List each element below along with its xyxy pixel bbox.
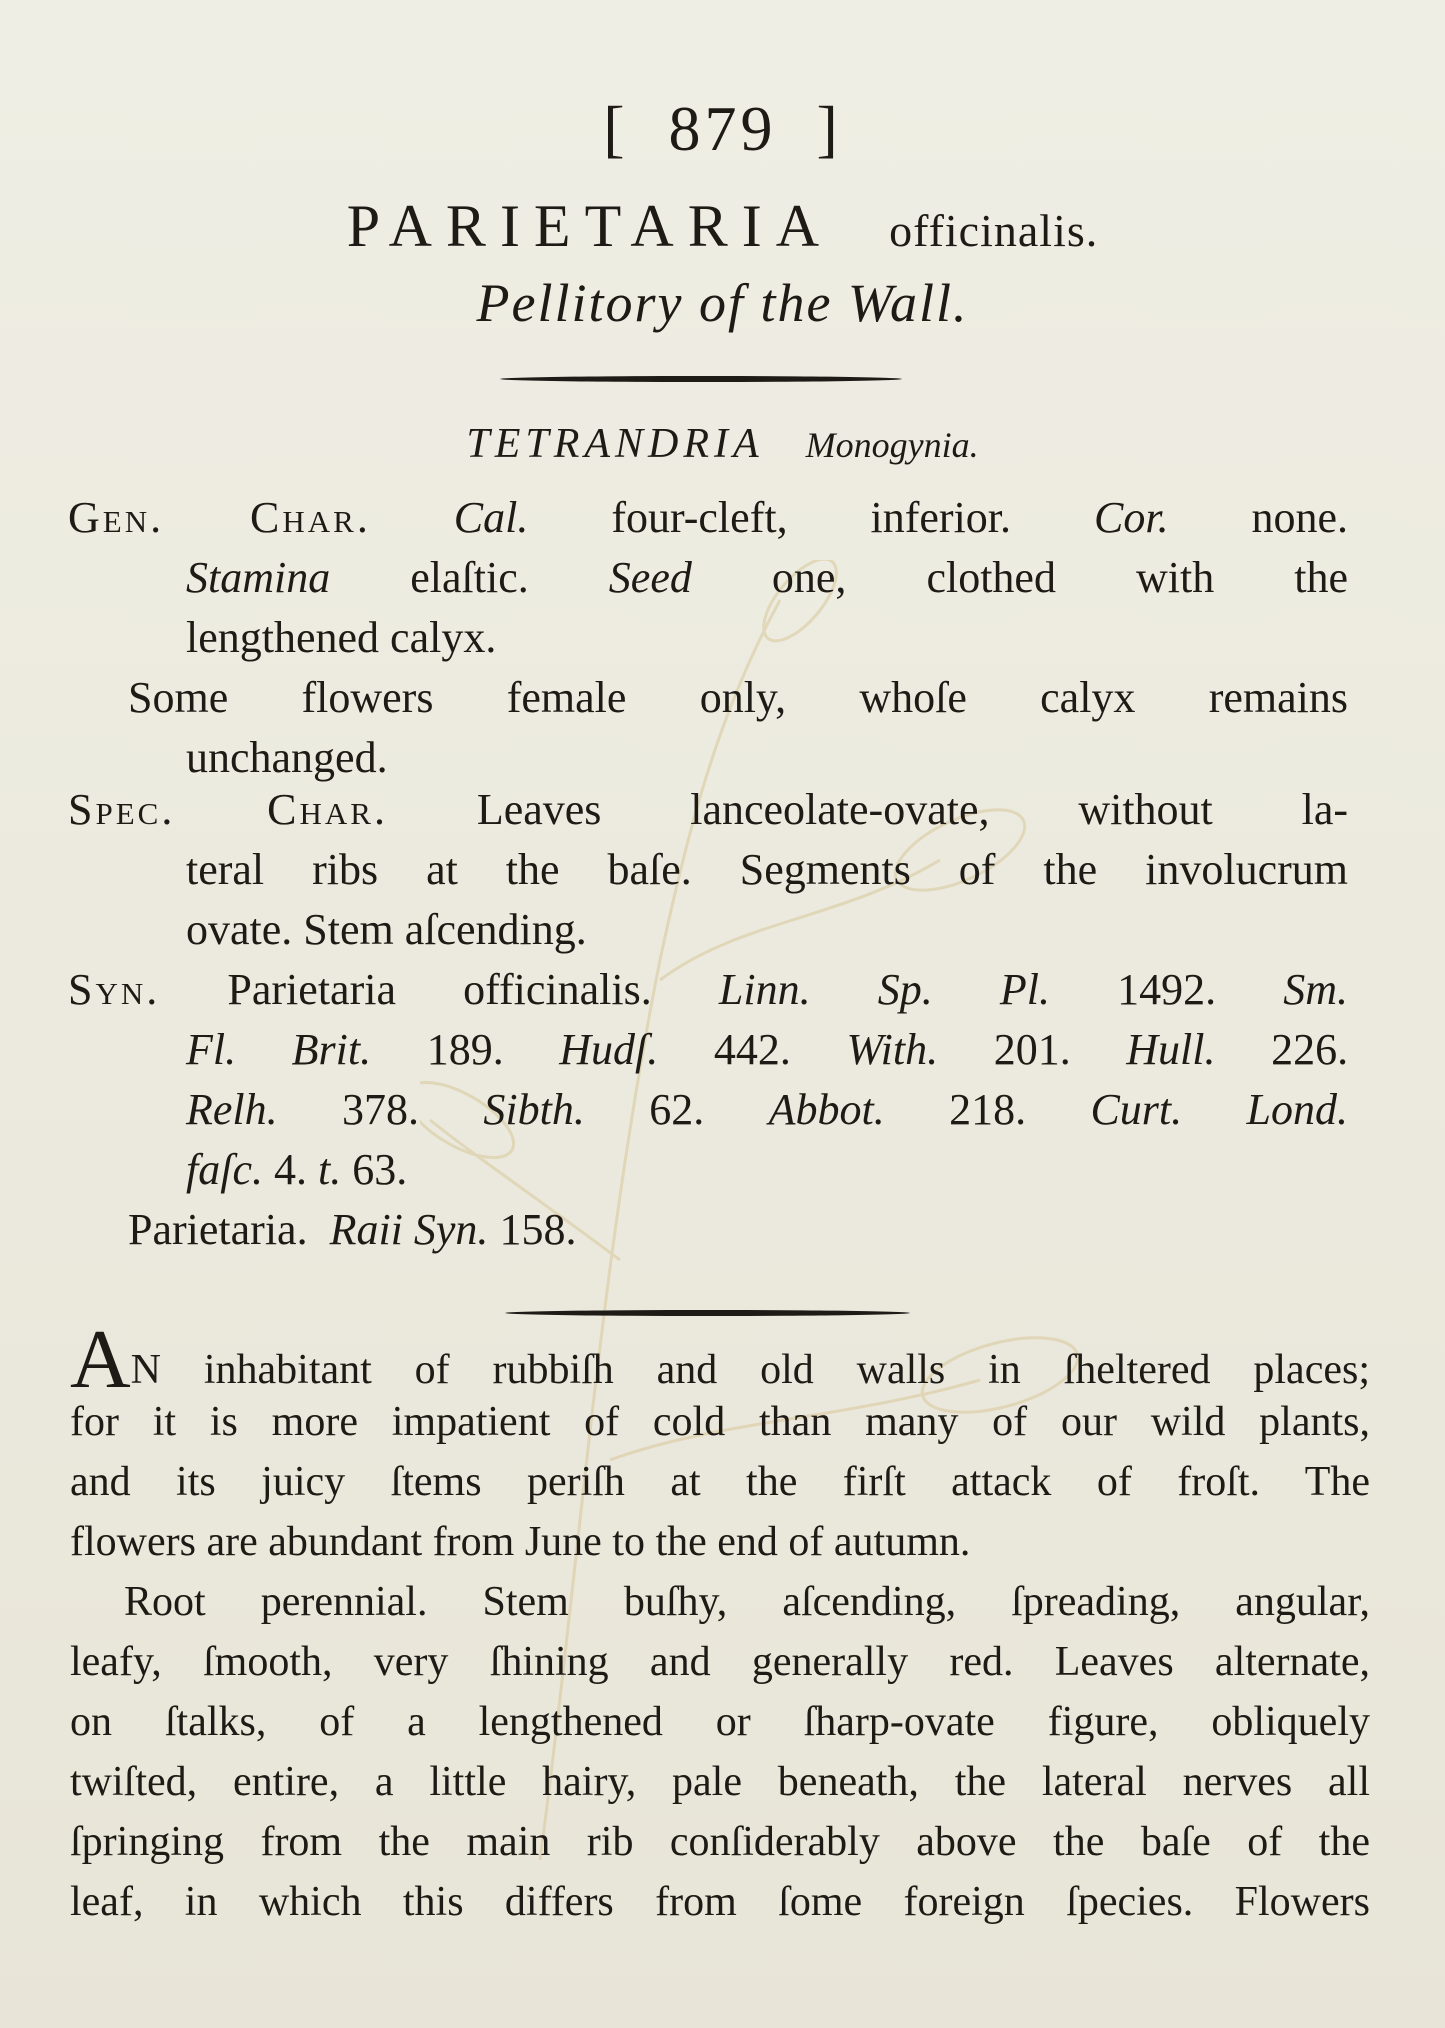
syn-reference: With. xyxy=(846,1025,939,1074)
syn-reference: Sm. xyxy=(1283,965,1349,1014)
syn-page: 4. xyxy=(273,1145,307,1194)
syn-line-2 xyxy=(68,1020,1348,1080)
syn-page: 189. xyxy=(426,1025,504,1074)
gen-char-text: four-cleft, inferior. xyxy=(611,493,1012,542)
divider-rule-bottom xyxy=(505,1310,910,1316)
gen-char-text: elaſtic. xyxy=(410,553,529,602)
syn-page: 226. xyxy=(1271,1025,1349,1074)
syn-reference: Curt. Lond. xyxy=(1090,1085,1348,1134)
gen-char-term: Cor. xyxy=(1093,493,1169,542)
bracket-close: ] xyxy=(816,93,842,164)
syn-name: Parietaria. xyxy=(128,1205,308,1254)
prose-line: twiſted, entire, a little hairy, pale beneath, the lateral nerves all xyxy=(70,1759,1370,1805)
class-name: TETRANDRIA xyxy=(466,421,764,467)
spec-char-label: Spec. Char. xyxy=(68,785,388,834)
syn-page: 442. xyxy=(713,1025,791,1074)
syn-line-4 xyxy=(68,1140,1348,1200)
bracket-open: [ xyxy=(603,93,629,164)
syn-reference: Sibth. xyxy=(483,1085,585,1134)
gen-char-line-5: unchanged. xyxy=(186,733,388,782)
syn-reference: faſc. xyxy=(186,1145,263,1194)
gen-char-term: Seed xyxy=(608,553,692,602)
prose-line: ſpringing from the main rib conſiderably above the baſe of the xyxy=(70,1819,1370,1865)
gen-char-line-4: Some flowers female only, whoſe calyx remains xyxy=(128,673,1348,722)
common-name: Pellitory of the Wall. xyxy=(476,273,969,333)
syn-label: Syn. xyxy=(68,965,161,1014)
generic-character xyxy=(68,488,1348,788)
syn-reference: Hudſ. xyxy=(559,1025,659,1074)
syn-page: 62. xyxy=(649,1085,705,1134)
syn-name: Parietaria officinalis. xyxy=(227,965,652,1014)
syn-reference: t. xyxy=(317,1145,342,1194)
spec-char-line-3: ovate. Stem aſcending. xyxy=(186,905,587,954)
syn-page: 63. xyxy=(352,1145,408,1194)
syn-reference: Relh. xyxy=(186,1085,278,1134)
description-text xyxy=(70,1313,1370,1930)
gen-char-label: Gen. Char. xyxy=(68,493,371,542)
syn-reference: Hull. xyxy=(1126,1025,1216,1074)
gen-char-text: none. xyxy=(1251,493,1349,542)
prose-line: on ſtalks, of a lengthened or ſharp-ovate figure, obliquely xyxy=(70,1699,1370,1745)
syn-page: 218. xyxy=(949,1085,1027,1134)
order-name: Monogynia. xyxy=(805,425,979,465)
syn-line-1 xyxy=(68,960,1348,1020)
classification xyxy=(0,420,1445,468)
syn-reference: Fl. Brit. xyxy=(186,1025,372,1074)
gen-char-term: Cal. xyxy=(453,493,529,542)
prose-text: N inhabitant of rubbiſh and old walls in ſheltered places; xyxy=(130,1347,1370,1393)
syn-page: 201. xyxy=(993,1025,1071,1074)
gen-char-term: Stamina xyxy=(186,553,331,602)
prose-line: for it is more impatient of cold than many of our wild plants, xyxy=(70,1399,1370,1445)
syn-page: 1492. xyxy=(1117,965,1217,1014)
syn-reference: Linn. Sp. Pl. xyxy=(718,965,1050,1014)
gen-char-line-1 xyxy=(68,488,1348,548)
species-name: officinalis. xyxy=(889,205,1099,256)
spec-char-line-1 xyxy=(68,780,1348,840)
page-number xyxy=(0,92,1445,166)
page-number-value: 879 xyxy=(668,93,777,164)
gen-char-line-2 xyxy=(68,548,1348,608)
drop-cap: A xyxy=(70,1313,131,1406)
spec-char-line-2: teral ribs at the baſe. Segments of the involucrum xyxy=(186,845,1348,894)
synonyms xyxy=(68,960,1348,1260)
syn-line-5 xyxy=(68,1200,1348,1260)
syn-reference: Raii Syn. xyxy=(329,1205,489,1254)
divider-rule-top xyxy=(500,376,902,382)
specific-character xyxy=(68,780,1348,960)
syn-page: 158. xyxy=(499,1205,577,1254)
prose-line: and its juicy ſtems periſh at the firſt attack of froſt. The xyxy=(70,1459,1370,1505)
page-title xyxy=(0,192,1445,261)
prose-line: Root perennial. Stem buſhy, aſcending, ſpreading, angular, xyxy=(124,1579,1370,1625)
spec-char-text: Leaves lanceolate-ovate, without la- xyxy=(476,785,1349,834)
syn-page: 378. xyxy=(342,1085,420,1134)
prose-line: leafy, ſmooth, very ſhining and generally red. Leaves alternate, xyxy=(70,1639,1370,1685)
genus-name: PARIETARIA xyxy=(346,193,834,259)
gen-char-text: one, clothed with the xyxy=(771,553,1348,602)
prose-line: flowers are abundant from June to the end of autumn. xyxy=(70,1519,971,1565)
syn-line-3 xyxy=(68,1080,1348,1140)
gen-char-line-3: lengthened calyx. xyxy=(186,613,497,662)
syn-reference: Abbot. xyxy=(768,1085,885,1134)
prose-line: leaf, in which this differs from ſome foreign ſpecies. Flowers xyxy=(70,1879,1370,1925)
prose-line xyxy=(70,1313,1370,1406)
